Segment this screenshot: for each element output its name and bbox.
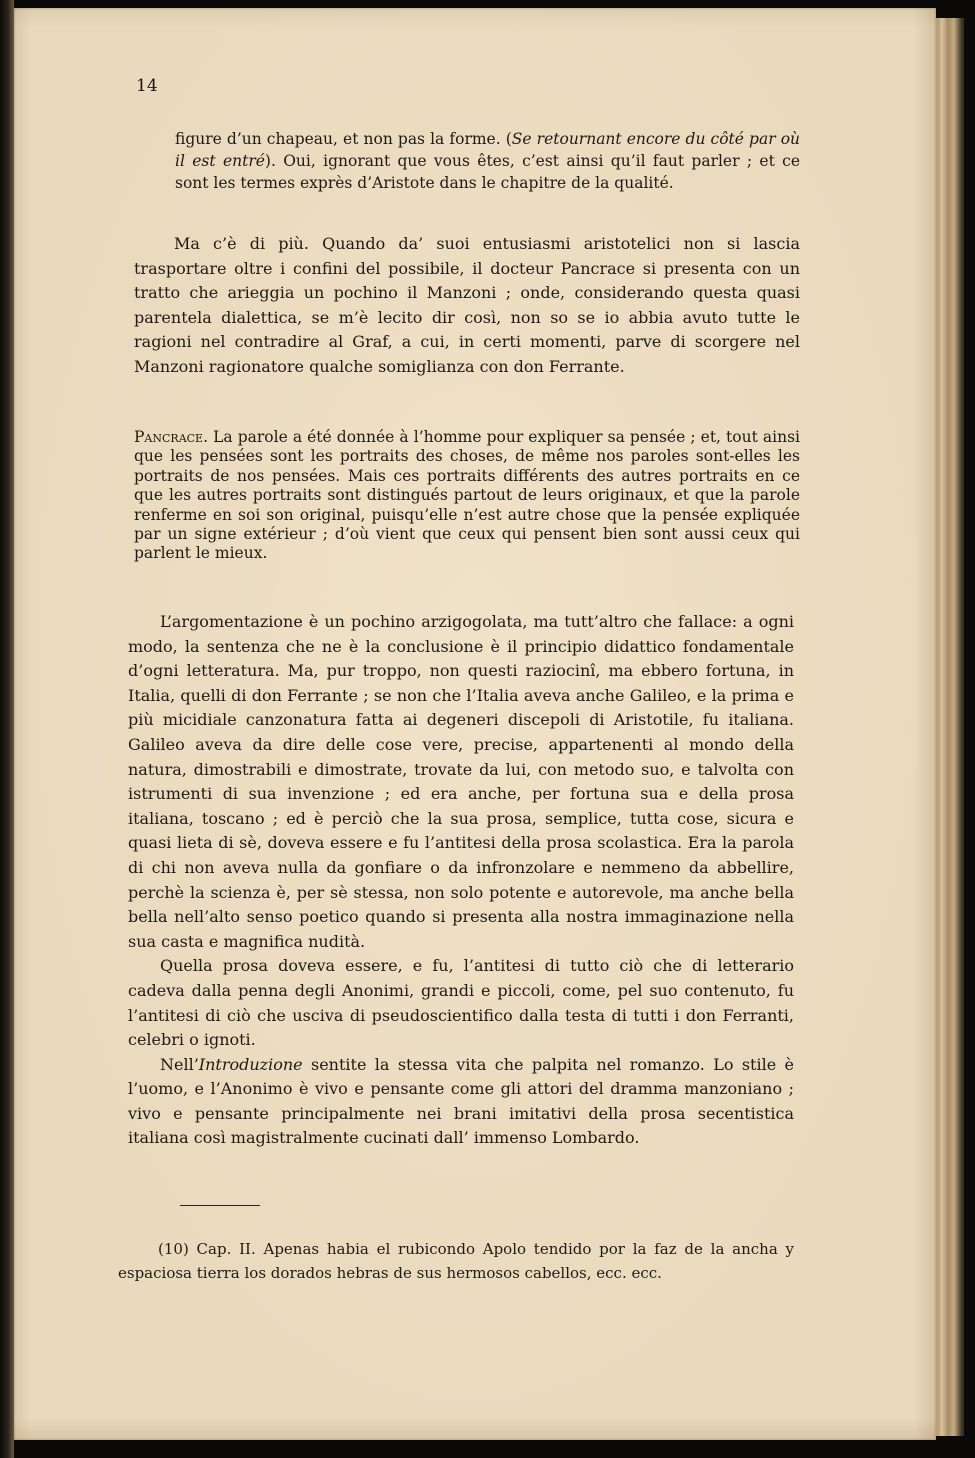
speaker-name: Pancrace. — [134, 428, 209, 446]
quote-text-b: ). Oui, ignorant que vous êtes, c’est ainsi qu’il faut parler ; et ce sont les termes exprès d’Aristote dans le chapitre de la qualité. — [175, 152, 800, 192]
paragraph-argomentazione: L’argomentazione è un pochino arzigogolata, ma tutt’altro che fallace: a ogni modo, la sentenza che ne è la conclusione è il principio didattico fondamentale d’ogni letteratura. Ma, pur troppo, non questi raziocinî, ma ebbero fortuna, in Italia, quelli di don Ferrante ; se non che l’Italia aveva anche Galileo, e la prima e più micidiale canzonatura fatta ai degeneri discepoli di Aristotile, fu italiana. Galileo aveva da dire delle cose vere, precise, appartenenti al mondo della natura, dimostrabili e dimostrate, trovate da lui, con metodo suo, e talvolta con istrumenti di sua invenzione ; ed era anche, per fortuna sua e della prosa italiana, toscano ; ed è perciò che la sua prosa, semplice, tutta cose, sicura e quasi lieta di sè, doveva essere e fu l’antitesi della prosa scolastica. Era la parola di chi non aveva nulla da gonfiare o da infronzolare e nemmeno da abbellire, perchè la scienza è, per sè stessa, non solo potente e autorevole, ma anche bella bella nell’alto senso poetico quando si presenta alla nostra immaginazione nella sua casta e magnifica nudità. — [128, 612, 794, 951]
page-stack-edge — [932, 18, 964, 1436]
paragraph-ma-ce-di-piu: Ma c’è di più. Quando da’ suoi entusiasmi aristotelici non si lascia trasportare oltre i confini del possibile, il docteur Pancrace si presenta con un tratto che arieggia un pochino il Manzoni ; onde, considerando questa quasi parentela dialettica, se m’è lecito dir così, non so se io abbia avuto tutte le ragioni nel contradire al Graf, a cui, in certi momenti, parve di scorgere nel Manzoni ragionatore qualche somiglianza con don Ferrante. — [134, 234, 800, 376]
page-number: 14 — [136, 76, 158, 96]
main-body-text — [128, 610, 794, 1151]
footnote: (10) Cap. II. Apenas habia el rubicondo Apolo tendido por la faz de la ancha y espaciosa tierra los dorados hebras de sus hermosos cabellos, ecc. ecc. — [118, 1240, 794, 1282]
book-gutter-shadow — [0, 0, 14, 1458]
stage-direction: Se retournant encore du côté par où il est entré — [175, 130, 801, 170]
paragraph-introduzione — [128, 1053, 794, 1151]
paragraph-quella-prosa: Quella prosa doveva essere, e fu, l’antitesi di tutto ciò che di letterario cadeva dalla penna degli Anonimi, grandi e piccoli, come, pel suo contenuto, fu l’antitesi di ciò che usciva di pseudoscientifico dalla testa di tutti i don Ferranti, celebri o ignoti. — [128, 956, 794, 1050]
pancrace-speech: La parole a été donnée à l’homme pour expliquer sa pensée ; et, tout ainsi que les pensées sont les portraits des choses, de même nos paroles sont-elles les portraits de nos pensées. Mais ces portraits différents des autres portraits en ce que les autres portraits sont distingués partout de leurs originaux, et que la parole renferme en soi son original, puisqu’elle n’est autre chose que la pensée expliquée par un signe extérieur ; d’où vient que ceux qui pensent bien sont aussi ceux qui parlent le mieux. — [134, 428, 800, 563]
introduzione-title: Introduzione — [198, 1054, 303, 1074]
nell-lead: Nell’ — [160, 1054, 199, 1074]
pancrace-quote — [134, 428, 800, 564]
french-quote-continuation — [175, 128, 800, 194]
nell-rest: sentite la stessa vita che palpita nel romanzo. Lo stile è l’uomo, e l’Anonimo è vivo e pensante come gli attori del dramma manzoniano ; vivo e pensante principalmente nei brani imitativi della prosa secentistica italiana così magistralmente cucinati dall’ immenso Lombardo. — [128, 1054, 794, 1148]
quote-text-a: figure d’un chapeau, et non pas la forme. ( — [175, 130, 512, 148]
footnote-divider — [180, 1205, 260, 1206]
